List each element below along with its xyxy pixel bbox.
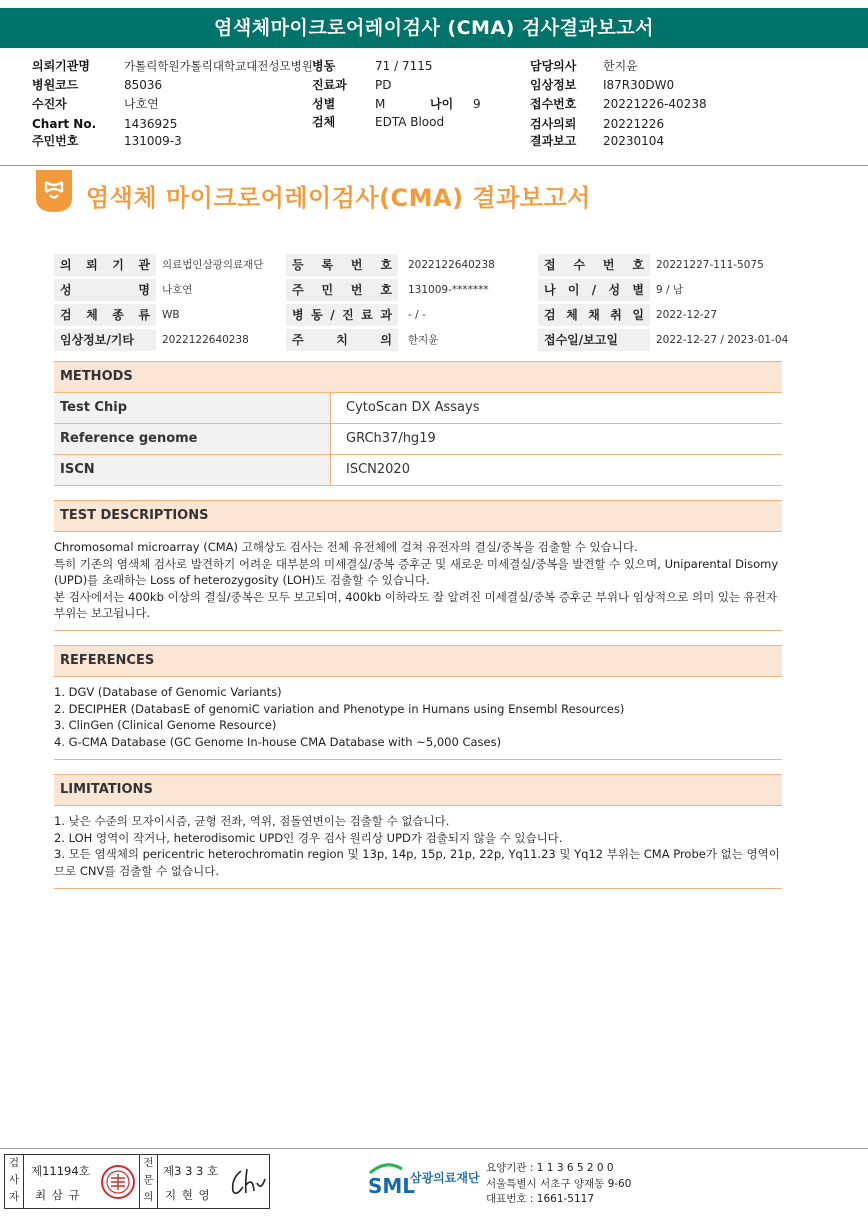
specimen-label: 검체 <box>312 115 336 129</box>
test-desc-line: 특히 기존의 염색체 검사로 발견하기 어려운 대부분의 미세결실/중복 증후군 및 새로운 미세결실/중복을 발견할 수 있으며, Uniparental Disomy (UPD)를 초래하는 Loss of heterozygosity (LOH)도 검출할 수 있습니다. <box>54 556 779 587</box>
seal-icon <box>100 1164 136 1200</box>
examiner-no: 제11194호 <box>31 1164 90 1178</box>
report-title: 염색체 마이크로어레이검사(CMA) 결과보고서 <box>86 184 591 212</box>
address: 서울특별시 서초구 양재동 9-60 <box>486 1178 632 1190</box>
info-value: 2022-12-27 / 2023-01-04 <box>656 334 789 346</box>
info-label: 접 수 번 호 <box>538 254 650 276</box>
list-item: 2. LOH 영역이 작거나, heterodisomic UPD인 경우 검사 원리상 UPD가 검출되지 않을 수 있습니다. <box>54 830 563 845</box>
divider <box>54 630 782 631</box>
report-title-block <box>36 170 836 214</box>
list-item: 3. 모든 염색체의 pericentric heterochromatin region 및 13p, 14p, 15p, 21p, 22p, Yq11.23 및 Yq12 부위는 CMA Probe가 없는 영역이므로 CNV를 검출할 수 없습니다. <box>54 847 780 878</box>
examiner-name: 최 삼 규 <box>35 1188 81 1202</box>
method-value: ISCN2020 <box>346 462 410 477</box>
info-value: - / - <box>408 309 426 321</box>
dept: PD <box>375 78 392 92</box>
references-heading: REFERENCES <box>54 645 782 677</box>
limitations-heading: LIMITATIONS <box>54 774 782 806</box>
references-list <box>54 684 782 750</box>
clinical-label: 임상정보 <box>530 78 577 92</box>
specimen: EDTA Blood <box>375 115 445 129</box>
hospital-code: 85036 <box>124 78 163 92</box>
table-row <box>54 455 782 486</box>
req-institution-label: 의뢰기관명 <box>32 59 90 73</box>
phone: 대표번호 : 1661-5117 <box>486 1193 595 1205</box>
info-value: 2022-12-27 <box>656 309 718 321</box>
list-item: 1. DGV (Database of Genomic Variants) <box>54 685 282 699</box>
req-date: 20221226 <box>603 117 665 131</box>
chart-label: Chart No. <box>32 117 97 131</box>
doctor-label: 담당의사 <box>530 59 577 73</box>
test-desc-heading: TEST DESCRIPTIONS <box>54 500 782 532</box>
method-value: CytoScan DX Assays <box>346 400 480 415</box>
info-label: 주 민 번 호 <box>286 279 398 301</box>
info-label: 검 체 채 취 일 <box>538 304 650 326</box>
info-value: 9 / 남 <box>656 284 684 296</box>
info-label: 검 체 종 류 <box>54 304 156 326</box>
report-date: 20230104 <box>603 134 665 148</box>
methods-heading: METHODS <box>54 361 782 393</box>
divider <box>54 759 782 760</box>
info-label: 의 뢰 기 관 <box>54 254 156 276</box>
care-no: 요양기관 : 1 1 3 6 5 2 0 0 <box>486 1162 614 1174</box>
rrn-label: 주민번호 <box>32 134 79 148</box>
info-label: 성 명 <box>54 279 156 301</box>
dept-label: 진료과 <box>312 78 347 92</box>
table-row <box>54 393 782 424</box>
divider <box>54 888 782 889</box>
patient: 나호연 <box>124 97 159 111</box>
sex-label: 성별 <box>312 97 336 111</box>
sex: M <box>375 97 386 111</box>
receipt-no-label: 접수번호 <box>530 97 577 111</box>
signature-box <box>4 1154 270 1209</box>
method-key: Test Chip <box>54 393 331 423</box>
report-date-label: 결과보고 <box>530 134 577 148</box>
clinical: I87R30DW0 <box>603 78 675 92</box>
table-row <box>54 424 782 455</box>
doctor: 한지윤 <box>603 59 638 73</box>
info-label: 나 이 / 성 별 <box>538 279 650 301</box>
list-item: 1. 낮은 수준의 모자이시즘, 균형 전좌, 역위, 점돌연변이는 검출할 수 없습니다. <box>54 814 450 828</box>
method-key: Reference genome <box>54 424 331 454</box>
info-label: 주 치 의 <box>286 329 398 351</box>
info-value: 131009-******* <box>408 284 489 296</box>
confirmer-label: 전 문 의 <box>139 1155 158 1208</box>
info-label: 임상정보/기타 <box>54 329 156 351</box>
test-desc-line: 본 검사에서는 400kb 이상의 결실/중복은 모두 보고되며, 400kb 이하라도 잘 알려진 미세결실/중복 증후군 부위나 임상적으로 의미 있는 유전자 부위는 보고됩니다. <box>54 589 778 620</box>
org-name: 삼광의료재단 <box>410 1171 480 1185</box>
hospital-code-label: 병원코드 <box>32 78 79 92</box>
method-key: ISCN <box>54 455 331 485</box>
banner-title: 염색체마이크로어레이검사 (CMA) 검사결과보고서 <box>0 8 868 48</box>
req-institution: 가톨릭학원가톨릭대학교대전성모병원 <box>124 59 313 73</box>
test-desc-body <box>54 539 782 622</box>
sml-logo-text: SML <box>368 1174 416 1198</box>
req-date-label: 검사의뢰 <box>530 117 577 131</box>
info-value: 2022122640238 <box>162 334 249 346</box>
list-item: 3. ClinGen (Clinical Genome Resource) <box>54 718 277 732</box>
info-value: 20221227-111-5075 <box>656 259 764 271</box>
list-item: 4. G-CMA Database (GC Genome In-house CMA Database with ~5,000 Cases) <box>54 734 502 749</box>
examiner-label: 검 사 자 <box>5 1155 24 1208</box>
receipt-no: 20221226-40238 <box>603 97 707 111</box>
list-item: 2. DECIPHER (DatabasE of genomiC variation and Phenotype in Humans using Ensembl Resources) <box>54 701 625 716</box>
info-label: 병 동 / 진 료 과 <box>286 304 398 326</box>
confirmer-name: 지 현 영 <box>165 1188 211 1202</box>
age: 9 <box>473 97 481 111</box>
method-value: GRCh37/hg19 <box>346 431 436 446</box>
limitations-list <box>54 813 782 879</box>
confirmer-no: 제3 3 3 호 <box>163 1164 219 1178</box>
signature-icon <box>227 1165 269 1199</box>
ward: 71 / 7115 <box>375 59 433 73</box>
age-label: 나이 <box>430 97 454 111</box>
rrn: 131009-3 <box>124 134 182 148</box>
info-label: 등 록 번 호 <box>286 254 398 276</box>
dna-badge-icon <box>36 170 72 212</box>
test-desc-line: Chromosomal microarray (CMA) 고해상도 검사는 전체 유전체에 걸쳐 유전자의 결실/중복을 검출할 수 있습니다. <box>54 540 638 554</box>
chart: 1436925 <box>124 117 178 131</box>
patient-label: 수진자 <box>32 97 67 111</box>
header-info <box>0 52 868 166</box>
info-value: 의료법인삼광의료재단 <box>162 259 264 271</box>
info-value: WB <box>162 309 180 321</box>
info-value: 나호연 <box>162 284 193 296</box>
info-value: 한지윤 <box>408 334 439 346</box>
info-value: 2022122640238 <box>408 259 495 271</box>
ward-label: 병동 <box>312 59 336 73</box>
footer <box>0 1148 868 1218</box>
info-label: 접수일/보고일 <box>538 329 650 351</box>
